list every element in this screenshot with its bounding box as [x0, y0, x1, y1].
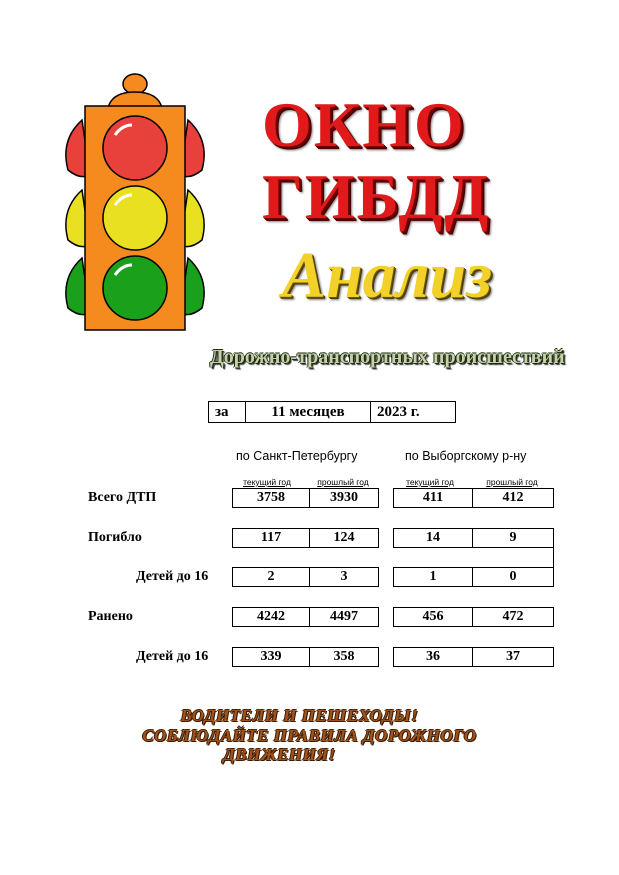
- subtitle: Дорожно-транспортных происшествий: [210, 346, 565, 368]
- row-label-children-injured: Детей до 16: [136, 649, 209, 664]
- col-spb-current: текущий год: [243, 477, 291, 487]
- col-spb-previous: прошлый год: [317, 477, 369, 487]
- period-year: 2023 г.: [370, 401, 456, 423]
- table-cell: 9: [472, 528, 554, 548]
- table-cell: 2: [232, 567, 310, 587]
- table-cell: 1: [393, 567, 473, 587]
- col-vyb-previous: прошлый год: [486, 477, 538, 487]
- table-cell: 411: [393, 488, 473, 508]
- table-cell: 472: [472, 607, 554, 627]
- region-spb-heading: по Санкт-Петербургу: [236, 449, 358, 463]
- slogan-line-2: СОБЛЮДАЙТЕ ПРАВИЛА ДОРОЖНОГО: [142, 726, 477, 745]
- region-vyborg-heading: по Выборгскому р-ну: [405, 449, 527, 463]
- row-label-killed: Погибло: [88, 530, 142, 545]
- row-label-children-killed: Детей до 16: [136, 569, 209, 584]
- table-cell: 0: [472, 567, 554, 587]
- title-okno: ОКНО: [262, 89, 466, 160]
- table-cell: 339: [232, 647, 310, 667]
- slogan-line-1: ВОДИТЕЛИ И ПЕШЕХОДЫ!: [180, 706, 419, 725]
- table-cell: 4497: [309, 607, 379, 627]
- traffic-light-icon: [60, 70, 210, 335]
- col-vyb-current: текущий год: [406, 477, 454, 487]
- table-cell: 456: [393, 607, 473, 627]
- table-cell: 3930: [309, 488, 379, 508]
- table-cell: 3: [309, 567, 379, 587]
- table-cell: 117: [232, 528, 310, 548]
- table-cell: 358: [309, 647, 379, 667]
- period-prefix: за: [208, 401, 246, 423]
- title-gibdd: ГИБДД: [262, 161, 491, 232]
- table-cell: 4242: [232, 607, 310, 627]
- table-cell: 36: [393, 647, 473, 667]
- table-cell: 124: [309, 528, 379, 548]
- table-cell: 14: [393, 528, 473, 548]
- table-cell: 3758: [232, 488, 310, 508]
- row-label-total: Всего ДТП: [88, 490, 157, 505]
- table-divider: [553, 547, 554, 567]
- slogan-line-3: ДВИЖЕНИЯ!: [223, 745, 336, 764]
- row-label-injured: Ранено: [88, 609, 133, 624]
- analysis-heading: Анализ: [282, 239, 492, 312]
- table-cell: 37: [472, 647, 554, 667]
- table-cell: 412: [472, 488, 554, 508]
- period-months: 11 месяцев: [245, 401, 371, 423]
